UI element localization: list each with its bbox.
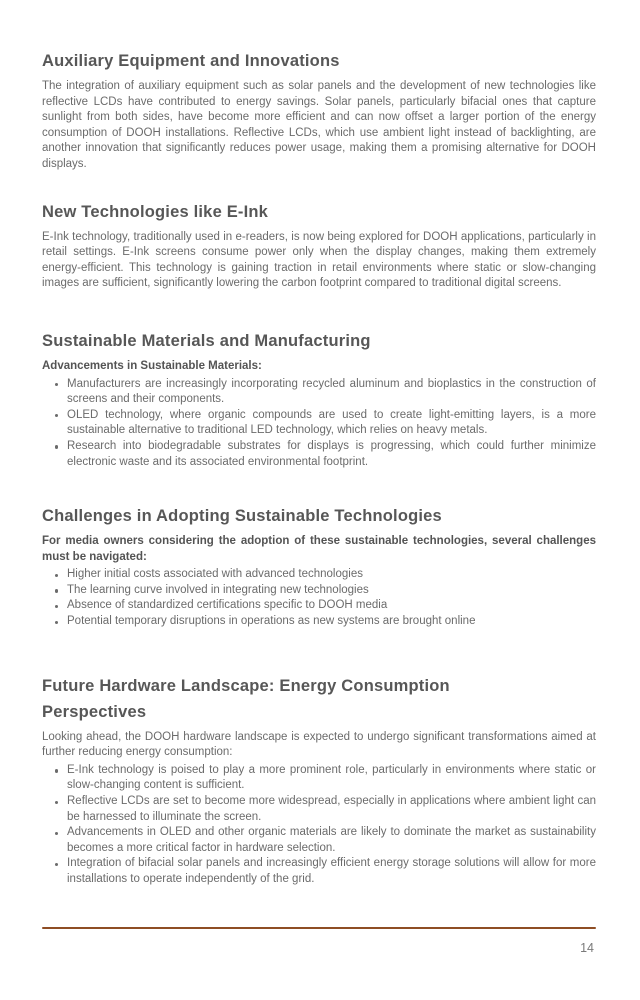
bullet-list	[42, 763, 596, 888]
list-item: Potential temporary disruptions in operations as new systems are brought online	[52, 614, 596, 630]
footer-rule	[42, 927, 596, 930]
section-subheading: Advancements in Sustainable Materials:	[42, 359, 262, 372]
section-subheading: For media owners considering the adoption of these sustainable technologies, several challenges must be navigated:	[42, 535, 596, 563]
list-item: Higher initial costs associated with advanced technologies	[52, 567, 596, 583]
list-item: Manufacturers are increasingly incorporating recycled aluminum and bioplastics in the construction of screens and their components.	[52, 377, 596, 408]
section-paragraph: Looking ahead, the DOOH hardware landscape is expected to undergo significant transformations aimed at further reducing energy consumption:	[42, 730, 596, 759]
section-heading: Sustainable Materials and Manufacturing	[42, 331, 371, 350]
list-item: OLED technology, where organic compounds are used to create light-emitting layers, is a more sustainable alternative to traditional LED technology, which relies on heavy metals.	[52, 408, 596, 439]
section-auxiliary-equipment	[42, 48, 596, 173]
section-challenges	[42, 503, 596, 630]
section-heading: Future Hardware Landscape: Energy Consumption Perspectives	[42, 676, 450, 721]
bullet-list	[42, 567, 596, 629]
section-heading: Auxiliary Equipment and Innovations	[42, 52, 340, 70]
page-number: 14	[580, 941, 594, 956]
list-item: Absence of standardized certifications specific to DOOH media	[52, 598, 596, 614]
section-heading: New Technologies like E-Ink	[42, 202, 269, 221]
section-sustainable-materials	[42, 328, 596, 470]
section-heading: Challenges in Adopting Sustainable Technologies	[42, 507, 442, 526]
section-paragraph: E-Ink technology, traditionally used in e-readers, is now being explored for DOOH applications, particularly in retail settings. E-Ink screens consume power only when the display changes, making them extremely energy-efficient. This technology is gaining traction in retail environments where static or slow-changing images are sufficient, significantly lowering the carbon footprint compared to traditional digital screens.	[42, 230, 596, 290]
page-footer	[42, 941, 596, 955]
list-item: Reflective LCDs are set to become more widespread, especially in applications where ambient light can be harnessed to illuminate the screen.	[52, 794, 596, 825]
bullet-list	[42, 377, 596, 471]
list-item: Integration of bifacial solar panels and increasingly efficient energy storage solutions will allow for more installations to operate independently of the grid.	[52, 856, 596, 887]
section-future-hardware	[42, 673, 596, 888]
list-item: Advancements in OLED and other organic materials are likely to dominate the market as sustainability becomes a more critical factor in hardware selection.	[52, 825, 596, 856]
section-paragraph: The integration of auxiliary equipment such as solar panels and the development of new technologies like reflective LCDs have contributed to energy savings. Solar panels, particularly bifacial ones that capture sunlight from both sides, have become more efficient and can now offset a larger portion of the energy consumption of DOOH installations. Reflective LCDs, which use ambient light instead of backlighting, are another innovation that significantly reduces power usage, making them a promising alternative for DOOH displays.	[42, 80, 596, 170]
section-new-technologies	[42, 199, 596, 292]
list-item: The learning curve involved in integrating new technologies	[52, 583, 596, 599]
list-item: Research into biodegradable substrates for displays is progressing, which could further minimize electronic waste and its associated environmental footprint.	[52, 439, 596, 470]
list-item: E-Ink technology is poised to play a more prominent role, particularly in environments where static or slow-changing content is sufficient.	[52, 763, 596, 794]
